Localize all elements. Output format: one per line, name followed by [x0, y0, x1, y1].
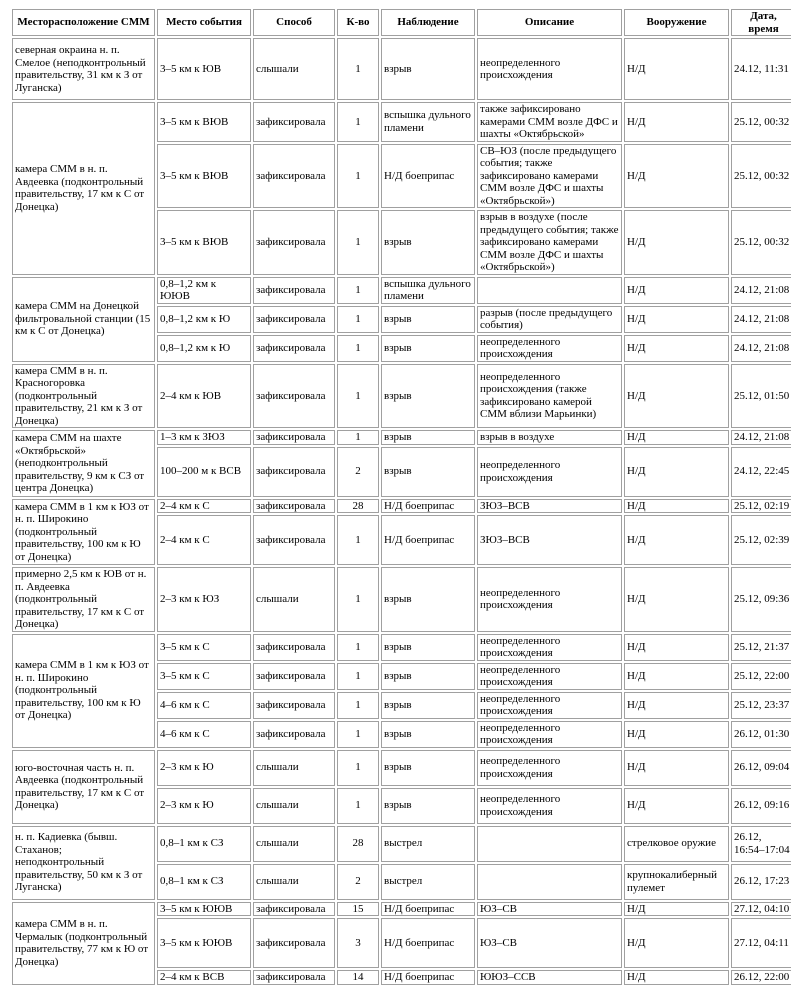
cell-location: камера СММ на шахте «Октябрьской» (неподконтрольный правительству, 9 км к СЗ от центра Донецка)	[12, 430, 155, 497]
cell-observation: взрыв	[381, 634, 475, 661]
cell-count: 1	[337, 144, 379, 209]
cell-weapon: Н/Д	[624, 277, 729, 304]
cell-place: 3–5 км к ВЮВ	[157, 210, 251, 275]
cell-method: зафиксировала	[253, 970, 335, 985]
cell-place: 0,8–1,2 км к Ю	[157, 306, 251, 333]
cell-description: неопределенного происхождения	[477, 788, 622, 824]
cell-place: 3–5 км к С	[157, 634, 251, 661]
cell-description: неопределенного происхождения	[477, 721, 622, 748]
cell-method: слышали	[253, 788, 335, 824]
cell-count: 1	[337, 663, 379, 690]
cell-weapon: Н/Д	[624, 38, 729, 100]
cell-weapon: Н/Д	[624, 970, 729, 985]
cell-count: 2	[337, 447, 379, 497]
cell-method: зафиксировала	[253, 663, 335, 690]
cell-observation: взрыв	[381, 692, 475, 719]
cell-observation: взрыв	[381, 335, 475, 362]
cell-observation: Н/Д боеприпас	[381, 499, 475, 514]
cell-place: 3–5 км к ЮЮВ	[157, 918, 251, 968]
ceasefire-violations-table	[10, 7, 791, 987]
cell-method: зафиксировала	[253, 210, 335, 275]
cell-location: камера СММ на Донецкой фильтровальной станции (15 км к С от Донецка)	[12, 277, 155, 362]
cell-description: неопределенного происхождения	[477, 335, 622, 362]
cell-datetime: 25.12, 09:36	[731, 567, 791, 632]
cell-description	[477, 864, 622, 900]
cell-place: 2–3 км к Ю	[157, 788, 251, 824]
cell-weapon: Н/Д	[624, 918, 729, 968]
cell-count: 1	[337, 210, 379, 275]
cell-count: 1	[337, 335, 379, 362]
table-row	[12, 902, 791, 917]
cell-description: взрыв в воздухе	[477, 430, 622, 445]
cell-count: 1	[337, 102, 379, 142]
cell-location: камера СММ в 1 км к ЮЗ от н. п. Широкино (подконтрольный правительству, 100 км к Ю от Донецка)	[12, 634, 155, 748]
cell-place: 3–5 км к ВЮВ	[157, 144, 251, 209]
cell-weapon: Н/Д	[624, 447, 729, 497]
cell-count: 1	[337, 364, 379, 429]
cell-weapon: Н/Д	[624, 102, 729, 142]
cell-datetime: 26.12, 22:00	[731, 970, 791, 985]
table-row	[12, 567, 791, 632]
cell-weapon: Н/Д	[624, 663, 729, 690]
header-row	[12, 9, 791, 36]
cell-description: неопределенного происхождения	[477, 567, 622, 632]
cell-datetime: 24.12, 21:08	[731, 277, 791, 304]
cell-weapon: Н/Д	[624, 692, 729, 719]
header-description: Описание	[477, 9, 622, 36]
cell-description	[477, 826, 622, 862]
cell-method: зафиксировала	[253, 918, 335, 968]
cell-weapon: Н/Д	[624, 721, 729, 748]
cell-observation: взрыв	[381, 447, 475, 497]
cell-method: зафиксировала	[253, 277, 335, 304]
cell-observation: Н/Д боеприпас	[381, 918, 475, 968]
cell-count: 1	[337, 634, 379, 661]
cell-description: взрыв в воздухе (после предыдущего события; также зафиксировано камерами СММ возле ДФС и шахты «Октябрьской»)	[477, 210, 622, 275]
cell-count: 28	[337, 499, 379, 514]
cell-observation: взрыв	[381, 567, 475, 632]
cell-datetime: 24.12, 21:08	[731, 335, 791, 362]
table-row	[12, 277, 791, 304]
cell-count: 1	[337, 567, 379, 632]
cell-description: ЮЗ–СВ	[477, 918, 622, 968]
cell-place: 2–4 км к ЮВ	[157, 364, 251, 429]
cell-location: камера СММ в н. п. Авдеевка (подконтрольный правительству, 17 км к С от Донецка)	[12, 102, 155, 275]
cell-weapon: Н/Д	[624, 430, 729, 445]
cell-method: слышали	[253, 567, 335, 632]
cell-location: камера СММ в н. п. Красногоровка (подконтрольный правительству, 21 км к З от Донецка)	[12, 364, 155, 429]
cell-place: 4–6 км к С	[157, 692, 251, 719]
cell-description: неопределенного происхождения (также зафиксировано камерой СММ вблизи Марьинки)	[477, 364, 622, 429]
cell-observation: Н/Д боеприпас	[381, 515, 475, 565]
cell-observation: выстрел	[381, 826, 475, 862]
cell-description: ЗЮЗ–ВСВ	[477, 499, 622, 514]
table-row	[12, 430, 791, 445]
cell-place: 2–4 км к ВСВ	[157, 970, 251, 985]
cell-datetime: 26.12, 17:23	[731, 864, 791, 900]
document-page	[10, 7, 790, 987]
cell-datetime: 25.12, 23:37	[731, 692, 791, 719]
cell-datetime: 25.12, 00:32	[731, 210, 791, 275]
cell-method: зафиксировала	[253, 515, 335, 565]
cell-datetime: 25.12, 22:00	[731, 663, 791, 690]
table-row	[12, 364, 791, 429]
cell-count: 1	[337, 692, 379, 719]
cell-count: 14	[337, 970, 379, 985]
cell-place: 100–200 м к ВСВ	[157, 447, 251, 497]
cell-method: зафиксировала	[253, 364, 335, 429]
cell-datetime: 26.12, 09:16	[731, 788, 791, 824]
header-method: Способ	[253, 9, 335, 36]
cell-observation: взрыв	[381, 788, 475, 824]
cell-datetime: 25.12, 21:37	[731, 634, 791, 661]
cell-observation: взрыв	[381, 430, 475, 445]
cell-description: ЗЮЗ–ВСВ	[477, 515, 622, 565]
cell-location: примерно 2,5 км к ЮВ от н. п. Авдеевка (подконтрольный правительству, 17 км к С от Донецка)	[12, 567, 155, 632]
cell-location: северная окраина н. п. Смелое (неподконтрольный правительству, 31 км к З от Луганска)	[12, 38, 155, 100]
cell-place: 3–5 км к С	[157, 663, 251, 690]
cell-description: неопределенного происхождения	[477, 447, 622, 497]
cell-count: 1	[337, 515, 379, 565]
cell-datetime: 26.12, 16:54–17:04	[731, 826, 791, 862]
table-row	[12, 102, 791, 142]
cell-observation: взрыв	[381, 663, 475, 690]
cell-count: 1	[337, 277, 379, 304]
cell-weapon: стрелковое оружие	[624, 826, 729, 862]
cell-weapon: Н/Д	[624, 788, 729, 824]
cell-method: зафиксировала	[253, 306, 335, 333]
cell-method: зафиксировала	[253, 692, 335, 719]
cell-weapon: Н/Д	[624, 750, 729, 786]
header-count: К-во	[337, 9, 379, 36]
cell-datetime: 27.12, 04:10	[731, 902, 791, 917]
cell-description: разрыв (после предыдущего события)	[477, 306, 622, 333]
cell-datetime: 25.12, 00:32	[731, 144, 791, 209]
cell-count: 1	[337, 788, 379, 824]
header-weapon: Вооружение	[624, 9, 729, 36]
cell-datetime: 24.12, 11:31	[731, 38, 791, 100]
cell-method: слышали	[253, 864, 335, 900]
cell-description: СВ–ЮЗ (после предыдущего события; также зафиксировано камерами СММ возле ДФС и шахты «Октябрьской»)	[477, 144, 622, 209]
table-row	[12, 750, 791, 786]
cell-location: н. п. Кадиевка (бывш. Стаханов; неподконтрольный правительству, 50 км к З от Луганска)	[12, 826, 155, 900]
cell-observation: выстрел	[381, 864, 475, 900]
cell-method: зафиксировала	[253, 634, 335, 661]
cell-place: 2–4 км к С	[157, 515, 251, 565]
cell-description: также зафиксировано камерами СММ возле ДФС и шахты «Октябрьской»	[477, 102, 622, 142]
cell-weapon: Н/Д	[624, 306, 729, 333]
header-location: Месторасположение СММ	[12, 9, 155, 36]
cell-method: зафиксировала	[253, 102, 335, 142]
cell-datetime: 24.12, 21:08	[731, 430, 791, 445]
cell-place: 3–5 км к ВЮВ	[157, 102, 251, 142]
cell-method: зафиксировала	[253, 721, 335, 748]
cell-place: 2–4 км к С	[157, 499, 251, 514]
table-row	[12, 38, 791, 100]
cell-location: юго-восточная часть н. п. Авдеевка (подконтрольный правительству, 17 км к С от Донецка)	[12, 750, 155, 824]
table-row	[12, 499, 791, 514]
cell-place: 1–3 км к ЗЮЗ	[157, 430, 251, 445]
cell-observation: взрыв	[381, 306, 475, 333]
cell-observation: Н/Д боеприпас	[381, 902, 475, 917]
cell-place: 0,8–1 км к СЗ	[157, 826, 251, 862]
cell-weapon: Н/Д	[624, 515, 729, 565]
cell-location: камера СММ в н. п. Чермалык (подконтрольный правительству, 77 км к Ю от Донецка)	[12, 902, 155, 985]
cell-weapon: Н/Д	[624, 144, 729, 209]
cell-description: неопределенного происхождения	[477, 750, 622, 786]
cell-description: неопределенного происхождения	[477, 663, 622, 690]
cell-datetime: 25.12, 02:39	[731, 515, 791, 565]
cell-method: зафиксировала	[253, 902, 335, 917]
cell-datetime: 27.12, 04:11	[731, 918, 791, 968]
cell-method: зафиксировала	[253, 499, 335, 514]
cell-observation: взрыв	[381, 750, 475, 786]
cell-count: 1	[337, 38, 379, 100]
cell-count: 28	[337, 826, 379, 862]
cell-count: 1	[337, 721, 379, 748]
cell-description	[477, 277, 622, 304]
cell-method: зафиксировала	[253, 430, 335, 445]
header-datetime: Дата, время	[731, 9, 791, 36]
cell-weapon: Н/Д	[624, 567, 729, 632]
cell-place: 3–5 км к ЮВ	[157, 38, 251, 100]
cell-count: 15	[337, 902, 379, 917]
cell-place: 0,8–1 км к СЗ	[157, 864, 251, 900]
cell-description: неопределенного происхождения	[477, 692, 622, 719]
cell-place: 2–3 км к ЮЗ	[157, 567, 251, 632]
cell-datetime: 26.12, 01:30	[731, 721, 791, 748]
cell-weapon: Н/Д	[624, 499, 729, 514]
cell-weapon: Н/Д	[624, 902, 729, 917]
cell-description: неопределенного происхождения	[477, 38, 622, 100]
cell-description: ЮЮЗ–ССВ	[477, 970, 622, 985]
cell-count: 1	[337, 306, 379, 333]
cell-count: 3	[337, 918, 379, 968]
table-row	[12, 634, 791, 661]
cell-place: 0,8–1,2 км к Ю	[157, 335, 251, 362]
header-place: Место события	[157, 9, 251, 36]
cell-count: 1	[337, 750, 379, 786]
cell-place: 0,8–1,2 км к ЮЮВ	[157, 277, 251, 304]
cell-place: 2–3 км к Ю	[157, 750, 251, 786]
cell-weapon: Н/Д	[624, 210, 729, 275]
cell-count: 1	[337, 430, 379, 445]
cell-description: ЮЗ–СВ	[477, 902, 622, 917]
cell-method: слышали	[253, 38, 335, 100]
cell-method: зафиксировала	[253, 447, 335, 497]
cell-datetime: 25.12, 02:19	[731, 499, 791, 514]
cell-observation: взрыв	[381, 721, 475, 748]
cell-observation: взрыв	[381, 364, 475, 429]
cell-observation: взрыв	[381, 38, 475, 100]
cell-datetime: 24.12, 22:45	[731, 447, 791, 497]
cell-location: камера СММ в 1 км к ЮЗ от н. п. Широкино (подконтрольный правительству, 100 км к Ю от Донецка)	[12, 499, 155, 566]
cell-description: неопределенного происхождения	[477, 634, 622, 661]
cell-datetime: 25.12, 00:32	[731, 102, 791, 142]
table-body	[12, 38, 791, 985]
cell-observation: вспышка дульного пламени	[381, 277, 475, 304]
cell-weapon: крупнокалиберный пулемет	[624, 864, 729, 900]
cell-method: слышали	[253, 826, 335, 862]
cell-observation: взрыв	[381, 210, 475, 275]
cell-observation: Н/Д боеприпас	[381, 970, 475, 985]
cell-count: 2	[337, 864, 379, 900]
cell-observation: Н/Д боеприпас	[381, 144, 475, 209]
cell-method: зафиксировала	[253, 335, 335, 362]
header-observation: Наблюдение	[381, 9, 475, 36]
cell-datetime: 24.12, 21:08	[731, 306, 791, 333]
cell-place: 4–6 км к С	[157, 721, 251, 748]
cell-datetime: 25.12, 01:50	[731, 364, 791, 429]
cell-weapon: Н/Д	[624, 364, 729, 429]
cell-weapon: Н/Д	[624, 335, 729, 362]
cell-observation: вспышка дульного пламени	[381, 102, 475, 142]
cell-weapon: Н/Д	[624, 634, 729, 661]
cell-method: зафиксировала	[253, 144, 335, 209]
table-row	[12, 826, 791, 862]
cell-method: слышали	[253, 750, 335, 786]
cell-datetime: 26.12, 09:04	[731, 750, 791, 786]
cell-place: 3–5 км к ЮЮВ	[157, 902, 251, 917]
